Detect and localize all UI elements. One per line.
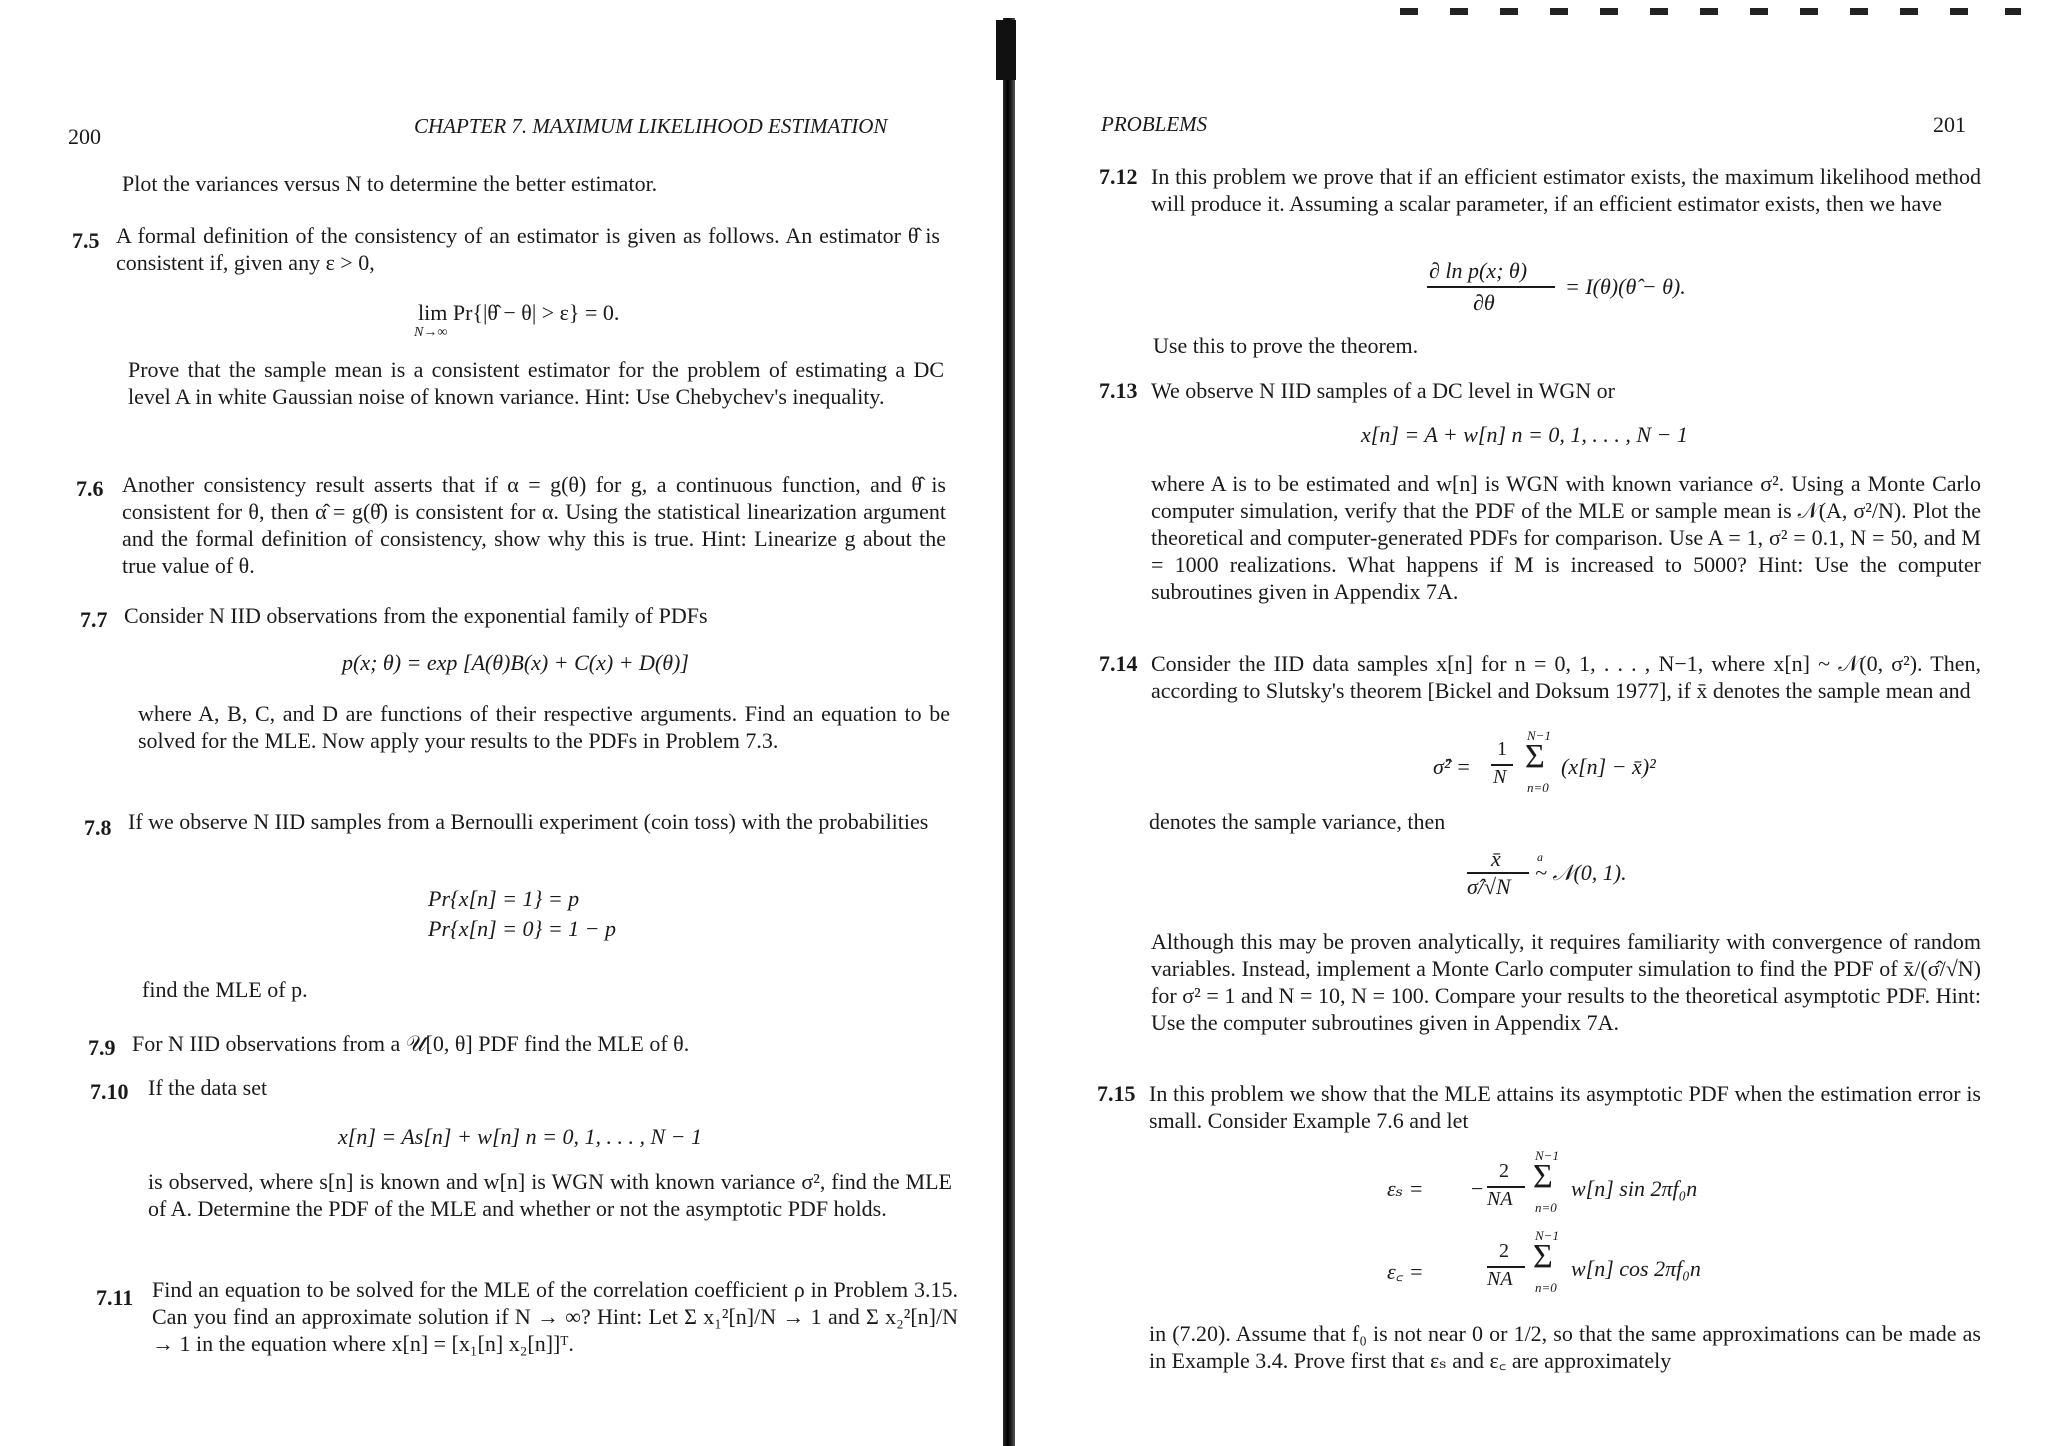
equation-rhs: w[n] cos 2πf₀n (1571, 1256, 1701, 1281)
problem-text: in (7.20). Assume that f₀ is not near 0 or 1/2, so that the same approximations can be made as in Example 3.4. Prove first that εₛ and ε꜀ are approximately (1149, 1321, 1981, 1373)
right-page (1015, 0, 2048, 1446)
equation: p(x; θ) = exp [A(θ)B(x) + C(x) + D(θ)] (342, 650, 689, 675)
problem-text: find the MLE of p. (142, 977, 308, 1002)
problem-text: Consider N IID observations from the exponential family of PDFs (124, 603, 708, 628)
equation-lhs: σ̂² = (1433, 754, 1471, 779)
fraction-denominator: N (1493, 766, 1507, 788)
problem-number: 7.15 (1097, 1081, 1136, 1106)
problem-number: 7.7 (80, 607, 108, 632)
sum-lower: n=0 (1535, 1200, 1557, 1215)
equation: x[n] = As[n] + w[n] n = 0, 1, . . . , N − 1 (338, 1124, 702, 1149)
sum-symbol: Σ (1525, 738, 1545, 775)
left-page (0, 0, 1000, 1446)
problem-text: Another consistency result asserts that if α = g(θ) for g, a continuous function, and θ̂ is consistent for θ, then α̂ = g(θ̂) is consistent for α. Using the statistical linearization argument and the formal definition of consistency, show why this is true. Hint: Linearize g about the true value of θ. (122, 472, 946, 578)
equation: Pr{x[n] = 1} = p (428, 886, 580, 911)
problem-text: Use this to prove the theorem. (1153, 333, 1419, 358)
sum-lower: n=0 (1535, 1280, 1557, 1295)
problem-text: In this problem we show that the MLE attains its asymptotic PDF when the estimation error is small. Consider Example 7.6 and let (1149, 1081, 1981, 1133)
problem-text: where A, B, C, and D are functions of their respective arguments. Find an equation to be solved for the MLE. Now apply your results to the PDFs in Problem 7.3. (138, 701, 950, 753)
problem-number: 7.8 (84, 815, 112, 840)
problem-text: Although this may be proven analytically, it requires familiarity with convergence of random variables. Instead, implement a Monte Carlo computer simulation to find the PDF of x̄/(σ̂/√N) for σ² = 1 and N = 10, N = 100. Compare your results to the theoretical asymptotic PDF. Hint: Use the computer subroutines given in Appendix 7A. (1151, 929, 1981, 1035)
problem-number: 7.5 (72, 228, 100, 253)
asymptotic-marker: a (1537, 850, 1543, 864)
fraction-denominator: NA (1487, 1268, 1513, 1290)
problem-text: Find an equation to be solved for the MLE of the correlation coefficient ρ in Problem 3.15. Can you find an approximate solution if N → ∞? Hint: Let Σ x₁²[n]/N → 1 and Σ x₂²[n]/N → 1 in the equation where x[n] = [x₁[n] x₂[n]]ᵀ. (152, 1277, 958, 1356)
equation-lhs: εₛ = (1387, 1176, 1424, 1201)
minus-sign: − (1471, 1176, 1484, 1201)
problem-text: For N IID observations from a 𝒰[0, θ] PDF find the MLE of θ. (132, 1031, 690, 1056)
fraction-numerator: 1 (1497, 738, 1507, 760)
problem-number: 7.13 (1099, 378, 1138, 403)
problem-text: denotes the sample variance, then (1149, 809, 1446, 834)
fraction-numerator: 2 (1499, 1160, 1509, 1182)
sum-lower: n=0 (1527, 780, 1549, 795)
equation: lim Pr{|θ̂ − θ| > ε} = 0. (418, 300, 620, 325)
fraction-numerator: x̄ (1491, 846, 1501, 871)
running-head: CHAPTER 7. MAXIMUM LIKELIHOOD ESTIMATION (414, 114, 888, 138)
equation-rhs: = I(θ)(θ̂ − θ). (1565, 274, 1686, 299)
fraction-numerator: 2 (1499, 1240, 1509, 1262)
problem-text: In this problem we prove that if an efficient estimator exists, the maximum likelihood method will produce it. Assuming a scalar parameter, if an efficient estimator exists, then we have (1151, 164, 1981, 216)
fraction-denominator: NA (1487, 1188, 1513, 1210)
equation: Pr{x[n] = 0} = 1 − p (428, 916, 617, 941)
problem-text: Prove that the sample mean is a consistent estimator for the problem of estimating a DC level A in white Gaussian noise of known variance. Hint: Use Chebychev's inequality. (128, 357, 944, 409)
problem-text: We observe N IID samples of a DC level in WGN or (1151, 378, 1615, 403)
problem-text: Consider the IID data samples x[n] for n = 0, 1, . . . , N−1, where x[n] ~ 𝒩(0, σ²). Then, according to Slutsky's theorem [Bickel and Doksum 1977], if x̄ denotes the sample mean and (1151, 651, 1981, 703)
equation-lhs: ε꜀ = (1387, 1259, 1424, 1284)
book-spine (1003, 18, 1015, 1446)
fraction-denominator: σ̂/√N (1467, 874, 1511, 899)
fraction-denominator: ∂θ (1473, 290, 1495, 315)
running-head: PROBLEMS (1101, 112, 1208, 136)
sum-upper: N−1 (1535, 1148, 1559, 1163)
sum-symbol: Σ (1533, 1158, 1553, 1195)
equation-subscript: N→∞ (414, 325, 448, 340)
problem-text: If we observe N IID samples from a Bernoulli experiment (coin toss) with the probabilities (128, 809, 929, 834)
problem-number: 7.11 (96, 1285, 134, 1310)
equation-rhs: ~ 𝒩(0, 1). (1535, 860, 1627, 885)
problem-number: 7.10 (90, 1079, 129, 1104)
equation-rhs: (x[n] − x̄)² (1561, 754, 1656, 779)
sum-upper: N−1 (1527, 728, 1551, 743)
fraction-numerator: ∂ ln p(x; θ) (1429, 258, 1528, 283)
equation: x[n] = A + w[n] n = 0, 1, . . . , N − 1 (1361, 422, 1688, 447)
problem-number: 7.6 (76, 476, 104, 501)
sum-symbol: Σ (1533, 1238, 1553, 1275)
equation-rhs: w[n] sin 2πf₀n (1571, 1176, 1698, 1201)
problem-text: If the data set (148, 1075, 268, 1100)
problem-text: is observed, where s[n] is known and w[n] is WGN with known variance σ², find the MLE of A. Determine the PDF of the MLE and whether or not the asymptotic PDF holds. (148, 1169, 952, 1221)
problem-number: 7.9 (88, 1035, 116, 1060)
problem-text: A formal definition of the consistency of an estimator is given as follows. An estimator θ̂ is consistent if, given any ε > 0, (116, 223, 940, 275)
page-number: 201 (1933, 112, 1966, 137)
intro-text: Plot the variances versus N to determine the better estimator. (122, 171, 658, 196)
sum-upper: N−1 (1535, 1228, 1559, 1243)
problem-number: 7.14 (1099, 651, 1138, 676)
problem-number: 7.12 (1099, 164, 1138, 189)
problem-text: where A is to be estimated and w[n] is WGN with known variance σ². Using a Monte Carlo computer simulation, verify that the PDF of the MLE or sample mean is 𝒩(A, σ²/N). Plot the theoretical and computer-generated PDFs for comparison. Use A = 1, σ² = 0.1, N = 50, and M = 1000 realizations. What happens if M is increased to 5000? Hint: Use the computer subroutines given in Appendix 7A. (1151, 471, 1981, 604)
page-number: 200 (68, 124, 101, 149)
